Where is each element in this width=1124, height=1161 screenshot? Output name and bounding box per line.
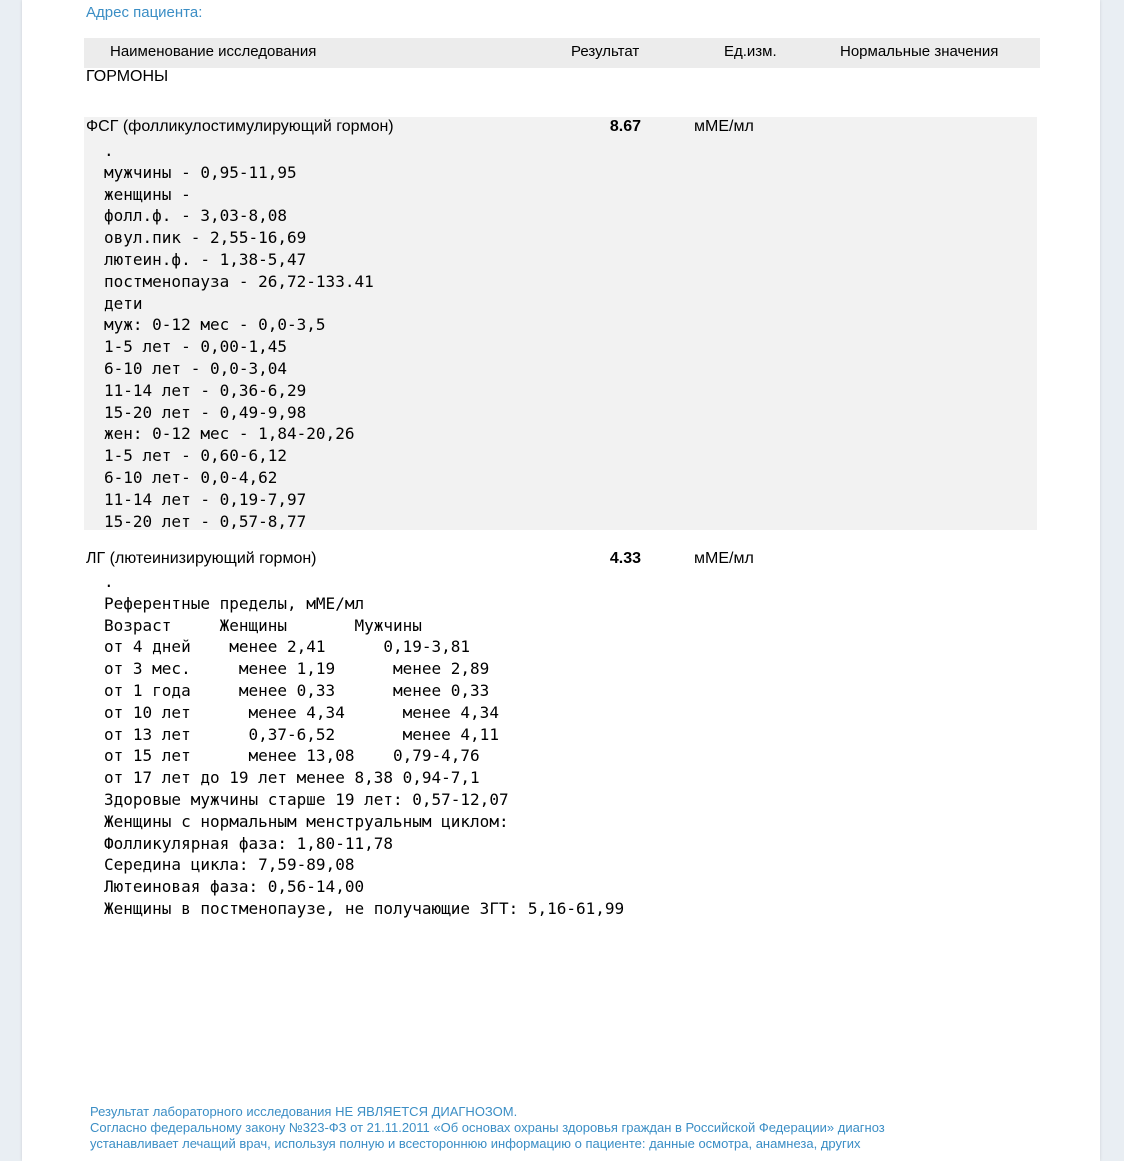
test-unit: мМЕ/мл [694, 118, 754, 135]
test-value: 8.67 [609, 118, 641, 135]
reference-line: лютеин.ф. - 1,38-5,47 [104, 249, 307, 269]
reference-line: Женщины в постменопаузе, не получающие ЗГТ: 5,16-61,99 [104, 898, 625, 918]
reference-line: Референтные пределы, мМЕ/мл [104, 593, 365, 613]
footer-line: Согласно федеральному закону №323-ФЗ от 21.11.2011 «Об основах охраны здоровья граждан в Российской Федерации» диагноз [90, 1120, 885, 1135]
test-value: 4.33 [609, 550, 641, 567]
patient-address-label: Адрес пациента: [86, 4, 203, 21]
reference-line: от 1 года менее 0,33 менее 0,33 [104, 680, 490, 700]
header-name: Наименование исследования [110, 43, 317, 60]
reference-line: 1-5 лет - 0,00-1,45 [104, 337, 288, 357]
reference-line: Возраст Женщины Мужчины [104, 615, 422, 635]
header-unit: Ед.изм. [724, 43, 777, 60]
reference-line: от 3 мес. менее 1,19 менее 2,89 [104, 659, 490, 679]
reference-line: от 4 дней менее 2,41 0,19-3,81 [104, 637, 471, 657]
reference-line: от 13 лет 0,37-6,52 менее 4,11 [104, 724, 499, 744]
reference-line: от 17 лет до 19 лет менее 8,38 0,94-7,1 [104, 768, 480, 788]
reference-line: 15-20 лет - 0,57-8,77 [104, 511, 307, 531]
test-name: ЛГ (лютеинизирующий гормон) [86, 550, 317, 567]
reference-line: Фолликулярная фаза: 1,80-11,78 [104, 833, 393, 853]
reference-values-lh [104, 571, 624, 920]
reference-line: овул.пик - 2,55-16,69 [104, 228, 307, 248]
header-normal: Нормальные значения [840, 43, 999, 60]
reference-line: от 10 лет менее 4,34 менее 4,34 [104, 702, 499, 722]
reference-line: женщины - [104, 184, 191, 204]
reference-line: . [104, 141, 114, 160]
reference-line: 11-14 лет - 0,19-7,97 [104, 489, 307, 509]
test-name: ФСГ (фолликулостимулирующий гормон) [86, 118, 394, 135]
reference-line: фолл.ф. - 3,03-8,08 [104, 206, 288, 226]
lab-report-page [22, 0, 1100, 1161]
reference-line: 1-5 лет - 0,60-6,12 [104, 446, 288, 466]
footer-line: Результат лабораторного исследования НЕ ЯВЛЯЕТСЯ ДИАГНОЗОМ. [90, 1104, 518, 1119]
reference-line: 11-14 лет - 0,36-6,29 [104, 380, 307, 400]
reference-line: Середина цикла: 7,59-89,08 [104, 855, 355, 875]
reference-line: мужчины - 0,95-11,95 [104, 162, 297, 182]
footer-line: устанавливает лечащий врач, используя полную и всестороннюю информацию о пациенте: данные осмотра, анамнеза, других [90, 1136, 861, 1151]
reference-line: муж: 0-12 мес - 0,0-3,5 [104, 315, 326, 335]
test-unit: мМЕ/мл [694, 550, 754, 567]
header-result: Результат [571, 43, 640, 60]
reference-line: дети [104, 293, 143, 313]
reference-line: 6-10 лет - 0,0-3,04 [104, 358, 288, 378]
table-header [84, 38, 1040, 68]
reference-line: Здоровые мужчины старше 19 лет: 0,57-12,07 [104, 789, 509, 809]
reference-line: 6-10 лет- 0,0-4,62 [104, 467, 278, 487]
section-title: ГОРМОНЫ [86, 68, 169, 85]
footer-disclaimer [90, 1104, 1090, 1152]
reference-line: от 15 лет менее 13,08 0,79-4,76 [104, 746, 480, 766]
reference-line: постменопауза - 26,72-133.41 [104, 271, 374, 291]
reference-line: Лютеиновая фаза: 0,56-14,00 [104, 877, 365, 897]
reference-line: . [104, 572, 114, 591]
reference-values-fsh [104, 140, 374, 532]
reference-line: Женщины с нормальным менструальным циклом: [104, 811, 509, 831]
reference-line: жен: 0-12 мес - 1,84-20,26 [104, 424, 355, 444]
reference-line: 15-20 лет - 0,49-9,98 [104, 402, 307, 422]
